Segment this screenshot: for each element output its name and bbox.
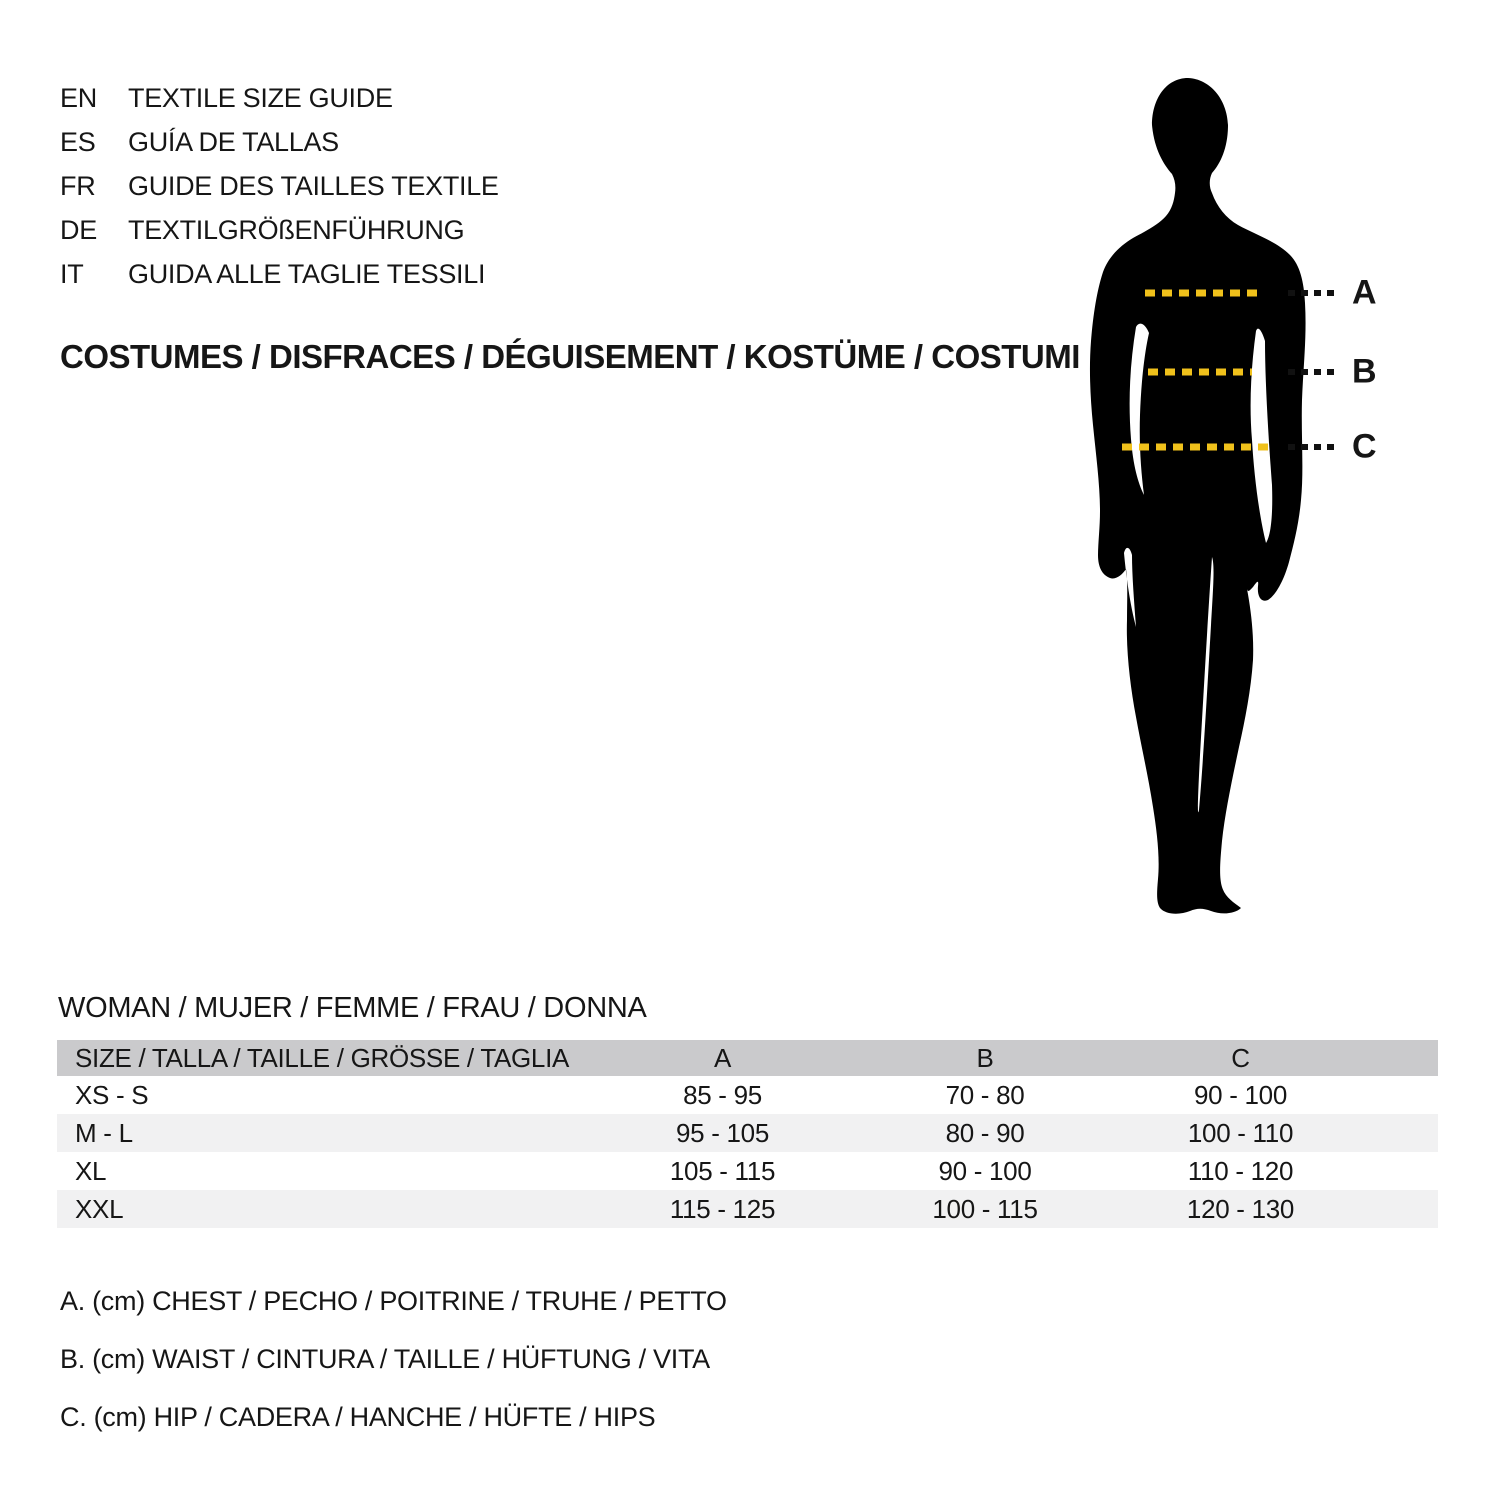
value-cell-b: 80 - 90 [945,1117,1025,1148]
measure-label-a: A [1352,273,1377,312]
header-col-a: A [713,1042,732,1073]
language-code: DE [60,215,97,245]
header-col-c: C [1231,1042,1250,1073]
woman-silhouette [1090,78,1306,914]
table-header-row [57,1040,1438,1076]
language-row-en [60,76,499,120]
value-cell-c: 120 - 130 [1186,1193,1295,1224]
language-title: GUIDE DES TAILLES TEXTILE [128,171,499,201]
footnote-waist: B. (cm) WAIST / CINTURA / TAILLE / HÜFTUNG / VITA [60,1344,710,1374]
value-cell-b: 100 - 115 [932,1193,1038,1224]
language-code: EN [60,83,97,113]
language-title: TEXTILE SIZE GUIDE [128,83,393,113]
language-row-de [60,208,499,252]
size-cell: XXL [75,1193,124,1224]
table-row-xs-s [57,1076,1438,1114]
language-row-it [60,252,499,296]
footnote-hip: C. (cm) HIP / CADERA / HANCHE / HÜFTE / HIPS [60,1402,656,1432]
language-code: ES [60,127,96,157]
size-table [57,1040,1438,1228]
category-heading: COSTUMES / DISFRACES / DÉGUISEMENT / KOSTÜME / COSTUMI [60,338,1080,375]
value-cell-a: 115 - 125 [669,1193,776,1224]
size-cell: XL [75,1155,107,1186]
table-row-xl [57,1152,1438,1190]
value-cell-c: 90 - 100 [1193,1079,1287,1110]
silhouette-svg [1060,75,1360,915]
value-cell-a: 85 - 95 [683,1079,762,1110]
language-row-es [60,120,499,164]
value-cell-c: 110 - 120 [1187,1155,1294,1186]
value-cell-c: 100 - 110 [1187,1117,1294,1148]
language-list [60,76,499,296]
value-cell-a: 105 - 115 [669,1155,776,1186]
section-title-woman: WOMAN / MUJER / FEMME / FRAU / DONNA [58,992,647,1024]
measure-label-b: B [1352,352,1377,391]
woman-silhouette-figure [1060,75,1360,915]
language-row-fr [60,164,499,208]
table-row-xxl [57,1190,1438,1228]
header-size-label: SIZE / TALLA / TAILLE / GRÖSSE / TAGLIA [75,1042,570,1073]
language-title: GUÍA DE TALLAS [128,127,339,157]
value-cell-a: 95 - 105 [675,1117,769,1148]
value-cell-b: 70 - 80 [945,1079,1025,1110]
measure-label-c: C [1352,427,1377,466]
language-title: GUIDA ALLE TAGLIE TESSILI [128,259,486,289]
size-cell: XS - S [75,1079,149,1110]
language-code: IT [60,259,84,289]
value-cell-b: 90 - 100 [938,1155,1032,1186]
language-title: TEXTILGRÖßENFÜHRUNG [128,215,465,245]
size-cell: M - L [75,1117,133,1148]
measurement-footnotes [60,1272,727,1446]
table-row-m-l [57,1114,1438,1152]
language-code: FR [60,171,96,201]
header-col-b: B [976,1042,994,1073]
footnote-chest: A. (cm) CHEST / PECHO / POITRINE / TRUHE / PETTO [60,1286,727,1316]
